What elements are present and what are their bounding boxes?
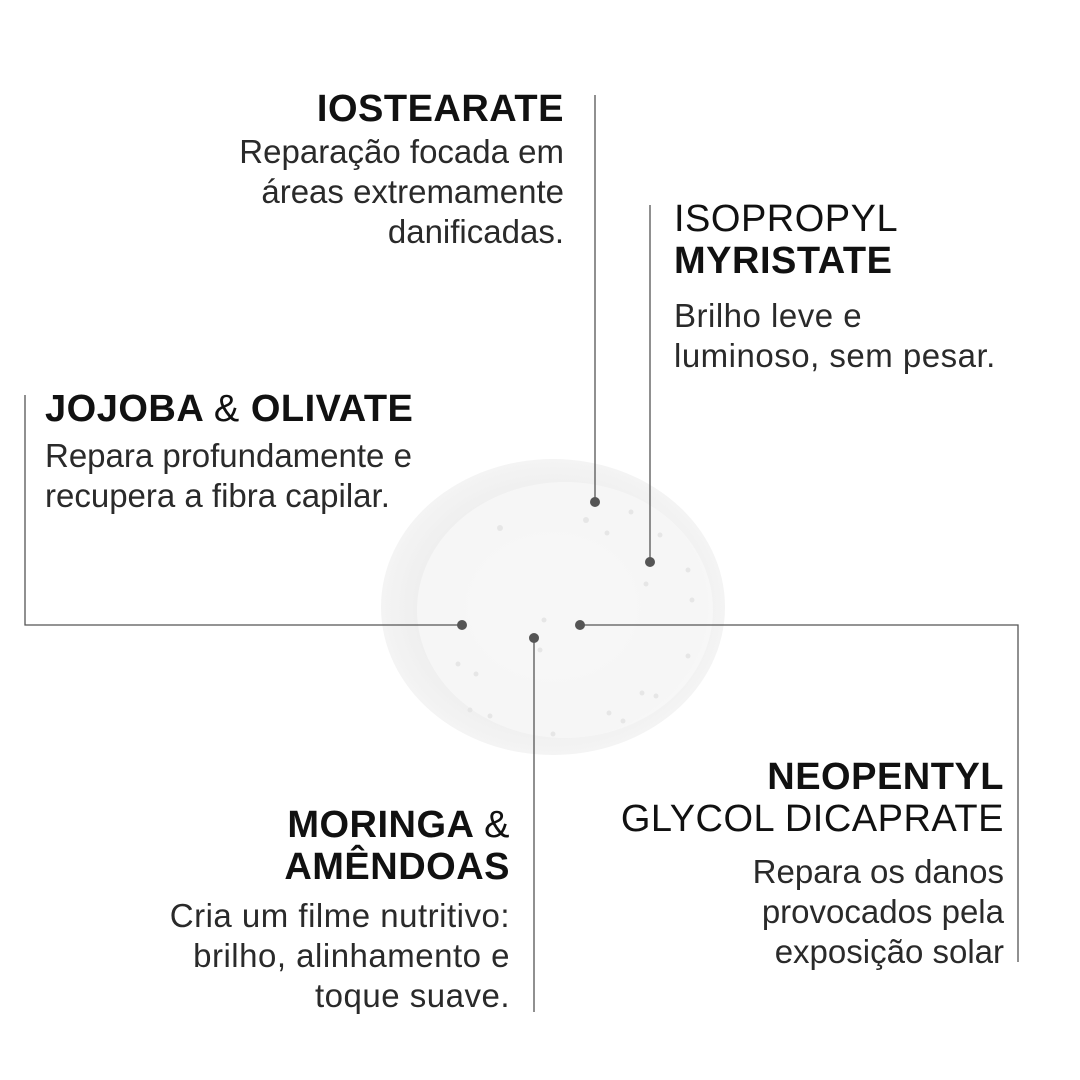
desc-line: Cria um filme nutritivo: <box>169 897 510 934</box>
dot-neopentyl <box>575 620 585 630</box>
title-part: AMÊNDOAS <box>284 846 510 888</box>
ampersand: & <box>484 804 510 846</box>
desc-line: exposição solar <box>774 933 1004 970</box>
ingredient-neopentyl-glycol-dicaprate <box>544 756 1004 972</box>
ingredient-title <box>70 804 510 888</box>
desc-line: Repara profundamente e <box>45 437 412 474</box>
ingredient-description <box>144 132 564 252</box>
title-part: OLIVATE <box>250 388 414 430</box>
dot-iostearate <box>590 497 600 507</box>
ingredient-description <box>70 896 510 1016</box>
desc-line: Repara os danos <box>752 853 1004 890</box>
desc-line: luminoso, sem pesar. <box>674 337 996 374</box>
ingredient-title <box>45 388 505 430</box>
desc-line: Reparação focada em <box>239 133 564 170</box>
desc-line: provocados pela <box>761 893 1004 930</box>
desc-line: danificadas. <box>387 213 564 250</box>
ingredient-description <box>45 436 505 516</box>
title-line: GLYCOL DICAPRATE <box>620 798 1004 840</box>
title-line: NEOPENTYL <box>767 756 1004 798</box>
desc-line: brilho, alinhamento e <box>193 937 510 974</box>
desc-line: toque suave. <box>315 977 510 1014</box>
ingredient-title <box>544 756 1004 840</box>
dot-isopropyl <box>645 557 655 567</box>
dot-jojoba <box>457 620 467 630</box>
ingredient-description <box>674 296 1064 376</box>
title-part: JOJOBA <box>45 388 203 430</box>
ingredient-jojoba-olivate <box>45 388 505 516</box>
ingredient-iostearate <box>144 88 564 252</box>
ingredient-description <box>544 852 1004 972</box>
ingredient-title <box>674 198 1064 282</box>
ingredient-isopropyl-myristate <box>674 198 1064 376</box>
desc-line: recupera a fibra capilar. <box>45 477 390 514</box>
ingredient-title: IOSTEARATE <box>316 88 564 130</box>
ampersand: & <box>213 388 240 430</box>
title-line: MYRISTATE <box>674 240 893 282</box>
desc-line: áreas extremamente <box>261 173 564 210</box>
dot-moringa <box>529 633 539 643</box>
title-part: MORINGA <box>287 804 474 846</box>
title-line: ISOPROPYL <box>674 198 899 240</box>
desc-line: Brilho leve e <box>674 297 863 334</box>
ingredient-moringa-amendoas <box>70 804 510 1016</box>
